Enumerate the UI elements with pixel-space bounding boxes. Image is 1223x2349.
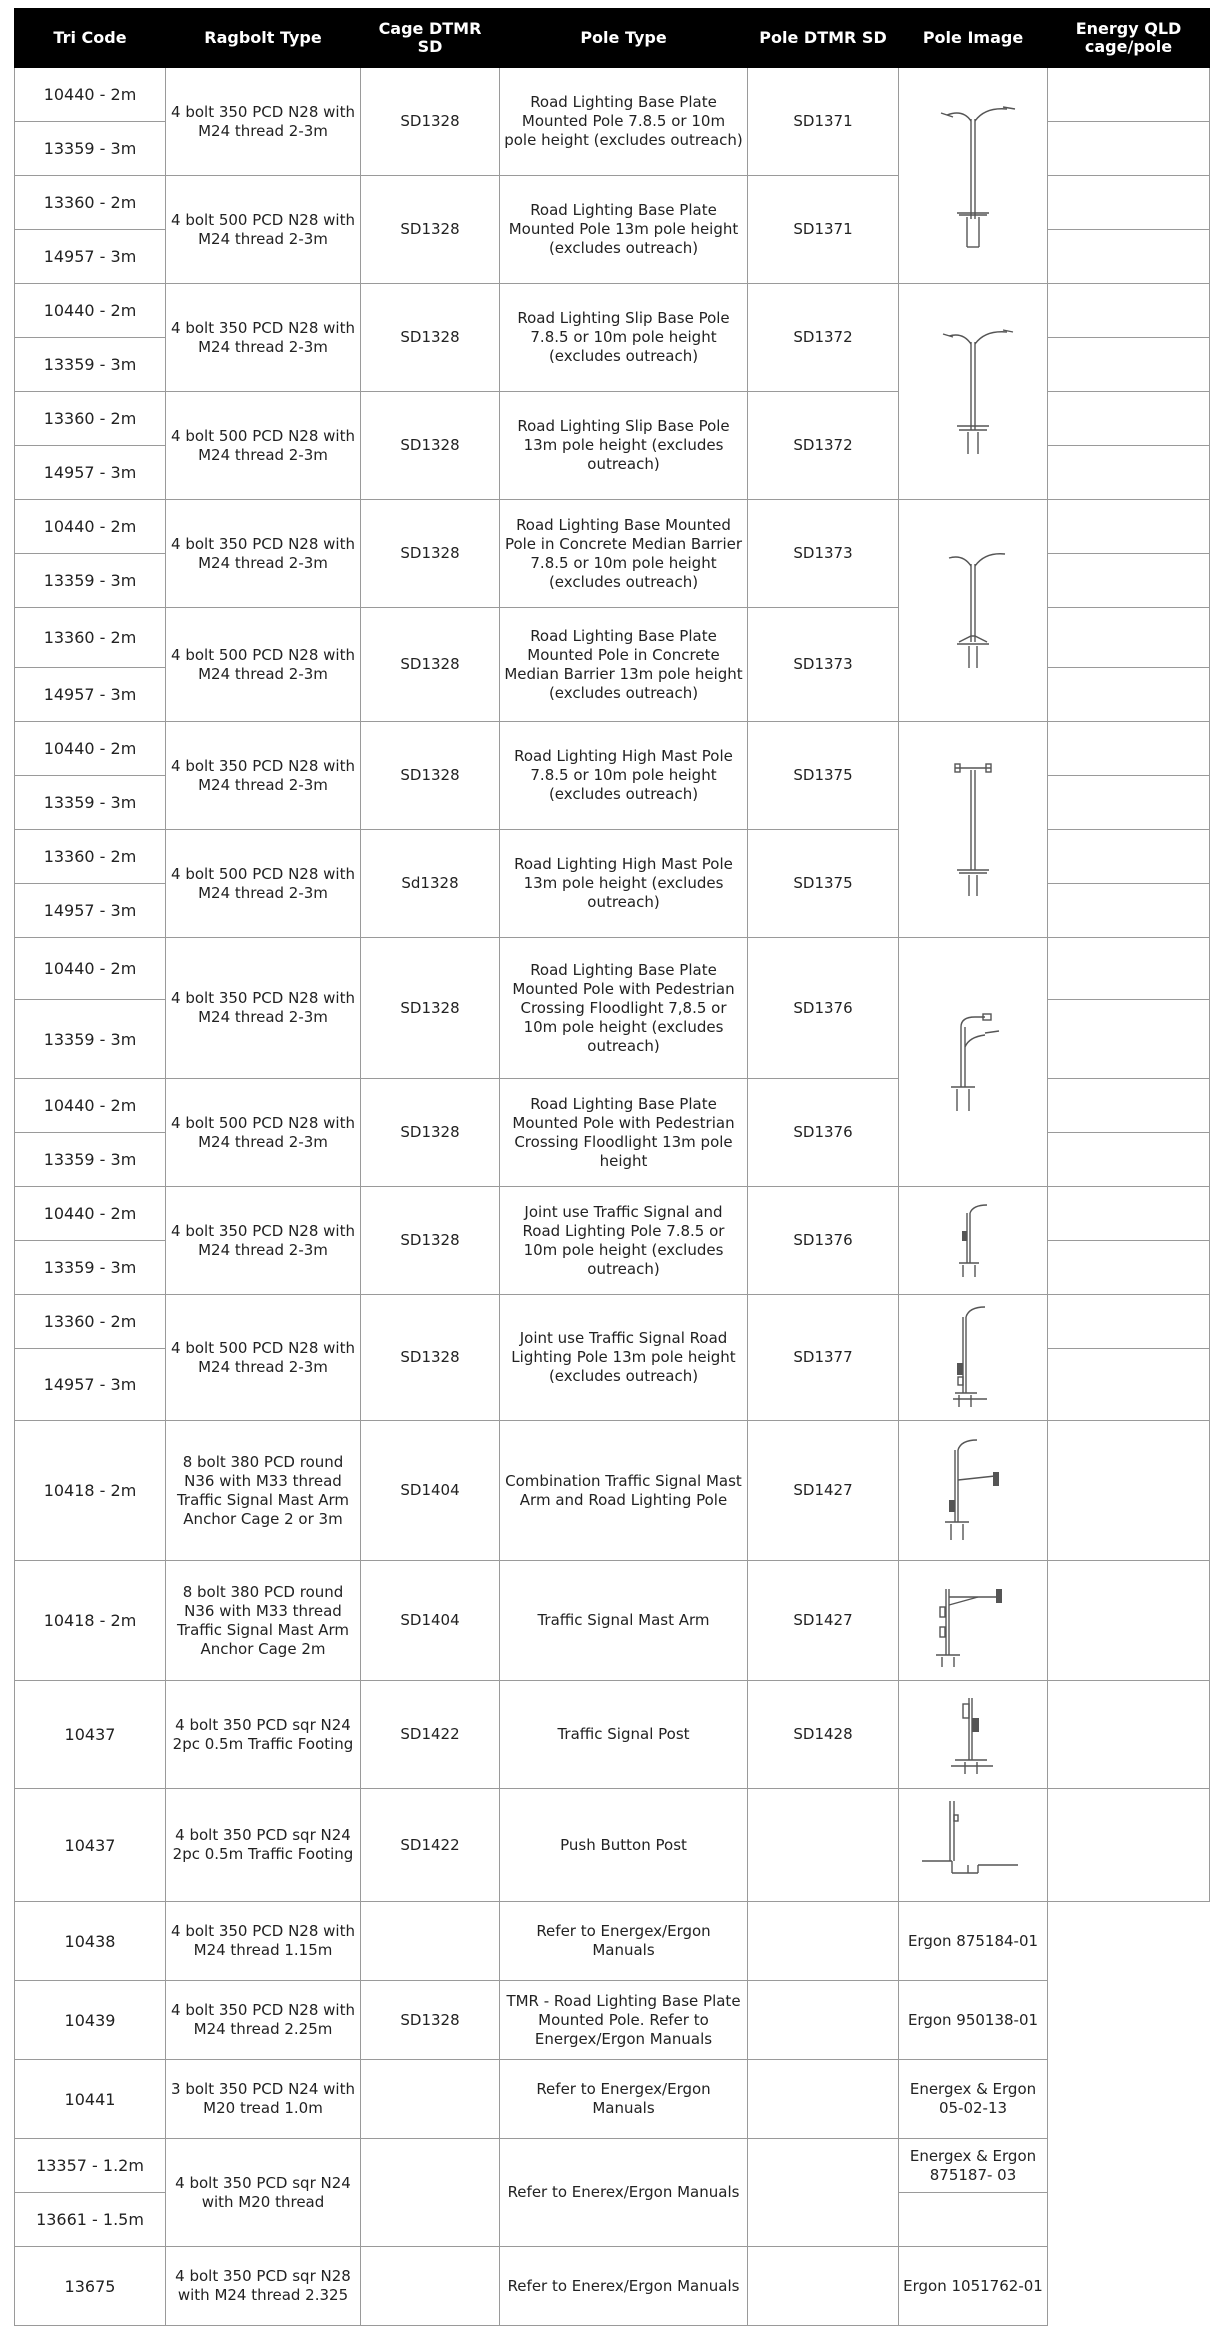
base-plate-lighting-pole-icon xyxy=(899,101,1047,251)
ragbolt-type-cell: 4 bolt 350 PCD N28 with M24 thread 2-3m xyxy=(166,68,361,176)
pole-sd-cell: SD1373 xyxy=(748,500,899,608)
tri-code-cell: 13360 - 2m xyxy=(15,830,166,884)
tri-code-cell: 14957 - 3m xyxy=(15,1349,166,1421)
push-button-post-icon xyxy=(899,1795,1047,1895)
pole-sd-cell xyxy=(748,2139,899,2247)
ragbolt-type-cell: 4 bolt 350 PCD sqr N24 2pc 0.5m Traffic Footing xyxy=(166,1681,361,1789)
table-row xyxy=(15,1561,1210,1681)
ragbolt-type-cell: 4 bolt 350 PCD sqr N28 with M24 thread 2.325 xyxy=(166,2247,361,2326)
tri-code-cell: 13360 - 2m xyxy=(15,608,166,668)
cage-sd-cell: SD1422 xyxy=(361,1681,500,1789)
tri-code-cell: 13357 - 1.2m xyxy=(15,2139,166,2193)
tri-code-cell: 10438 xyxy=(15,1902,166,1981)
tri-code-cell: 13359 - 3m xyxy=(15,338,166,392)
tri-code-cell: 10440 - 2m xyxy=(15,938,166,1000)
cage-sd-cell: SD1328 xyxy=(361,392,500,500)
pole-type-cell: Combination Traffic Signal Mast Arm and Road Lighting Pole xyxy=(500,1421,748,1561)
tri-code-cell: 13661 - 1.5m xyxy=(15,2193,166,2247)
tri-code-cell: 14957 - 3m xyxy=(15,668,166,722)
energy-qld-cell: Ergon 1051762-01 xyxy=(899,2247,1048,2326)
tri-code-cell: 13359 - 3m xyxy=(15,122,166,176)
pole-sd-cell xyxy=(748,1789,899,1902)
cage-sd-cell: SD1328 xyxy=(361,176,500,284)
cage-sd-cell: SD1404 xyxy=(361,1561,500,1681)
ragbolt-type-cell: 8 bolt 380 PCD round N36 with M33 thread Traffic Signal Mast Arm Anchor Cage 2m xyxy=(166,1561,361,1681)
pole-image-cell xyxy=(899,1421,1048,1561)
ragbolt-type-cell: 4 bolt 500 PCD N28 with M24 thread 2-3m xyxy=(166,608,361,722)
pole-type-cell: Road Lighting Slip Base Pole 7.8.5 or 10m pole height (excludes outreach) xyxy=(500,284,748,392)
energy-qld-cell xyxy=(1048,1079,1210,1133)
tri-code-cell: 10437 xyxy=(15,1681,166,1789)
ragbolt-type-cell: 4 bolt 350 PCD N28 with M24 thread 2-3m xyxy=(166,284,361,392)
energy-qld-cell xyxy=(1048,1295,1210,1349)
energy-qld-cell xyxy=(1048,722,1210,776)
pole-type-cell: Push Button Post xyxy=(500,1789,748,1902)
pole-sd-cell: SD1427 xyxy=(748,1421,899,1561)
energy-qld-cell xyxy=(1048,176,1210,230)
pole-image-cell xyxy=(899,722,1048,938)
header-pole-image: Pole Image xyxy=(899,9,1048,68)
table-row xyxy=(15,1789,1210,1902)
energy-qld-cell xyxy=(1048,392,1210,446)
traffic-signal-mast-arm-icon xyxy=(899,1571,1047,1671)
energy-qld-cell xyxy=(1048,122,1210,176)
tri-code-cell: 10440 - 2m xyxy=(15,1079,166,1133)
cage-sd-cell xyxy=(361,2247,500,2326)
tri-code-cell: 13360 - 2m xyxy=(15,392,166,446)
ragbolt-type-cell: 4 bolt 350 PCD sqr N24 2pc 0.5m Traffic Footing xyxy=(166,1789,361,1902)
pole-image-cell xyxy=(899,500,1048,722)
pole-sd-cell: SD1427 xyxy=(748,1561,899,1681)
cage-sd-cell: SD1328 xyxy=(361,1295,500,1421)
cage-sd-cell: SD1328 xyxy=(361,500,500,608)
table-row xyxy=(15,2139,1210,2193)
energy-qld-cell xyxy=(899,2193,1048,2247)
energy-qld-cell xyxy=(1048,830,1210,884)
energy-qld-cell xyxy=(1048,1133,1210,1187)
ragbolt-type-cell: 4 bolt 500 PCD N28 with M24 thread 2-3m xyxy=(166,392,361,500)
pole-type-cell: Traffic Signal Mast Arm xyxy=(500,1561,748,1681)
cage-sd-cell: SD1328 xyxy=(361,1079,500,1187)
pole-sd-cell: SD1371 xyxy=(748,176,899,284)
tri-code-cell: 13359 - 3m xyxy=(15,1241,166,1295)
table-row xyxy=(15,2247,1210,2326)
energy-qld-cell: Energex & Ergon 875187- 03 xyxy=(899,2139,1048,2193)
cage-sd-cell: SD1328 xyxy=(361,68,500,176)
pole-type-cell: Road Lighting Base Plate Mounted Pole with Pedestrian Crossing Floodlight 7,8.5 or 10m pole height (excludes outreach) xyxy=(500,938,748,1079)
pole-sd-cell xyxy=(748,1981,899,2060)
header-tri-code: Tri Code xyxy=(15,9,166,68)
ragbolt-type-cell: 4 bolt 350 PCD N28 with M24 thread 2.25m xyxy=(166,1981,361,2060)
cage-sd-cell: SD1328 xyxy=(361,1981,500,2060)
pole-sd-cell xyxy=(748,1902,899,1981)
pole-type-cell: Refer to Enerex/Ergon Manuals xyxy=(500,2247,748,2326)
pole-image-cell xyxy=(899,1789,1048,1902)
ragbolt-type-cell: 4 bolt 500 PCD N28 with M24 thread 2-3m xyxy=(166,1079,361,1187)
pole-type-cell: TMR - Road Lighting Base Plate Mounted Pole. Refer to Energex/Ergon Manuals xyxy=(500,1981,748,2060)
energy-qld-cell xyxy=(1048,1241,1210,1295)
ragbolt-type-cell: 3 bolt 350 PCD N24 with M20 tread 1.0m xyxy=(166,2060,361,2139)
traffic-signal-post-icon xyxy=(899,1690,1047,1780)
header-pole-type: Pole Type xyxy=(500,9,748,68)
ragbolt-type-cell: 8 bolt 380 PCD round N36 with M33 thread Traffic Signal Mast Arm Anchor Cage 2 or 3m xyxy=(166,1421,361,1561)
energy-qld-cell xyxy=(1048,230,1210,284)
table-row xyxy=(15,1681,1210,1789)
energy-qld-cell xyxy=(1048,938,1210,1000)
tri-code-cell: 10441 xyxy=(15,2060,166,2139)
pole-sd-cell: SD1375 xyxy=(748,830,899,938)
pole-image-cell xyxy=(899,284,1048,500)
tri-code-cell: 13359 - 3m xyxy=(15,776,166,830)
ragbolt-type-cell: 4 bolt 350 PCD sqr N24 with M20 thread xyxy=(166,2139,361,2247)
tri-code-cell: 10439 xyxy=(15,1981,166,2060)
pole-sd-cell: SD1376 xyxy=(748,1079,899,1187)
pole-type-cell: Road Lighting Base Mounted Pole in Concrete Median Barrier 7.8.5 or 10m pole height (excludes outreach) xyxy=(500,500,748,608)
energy-qld-cell: Energex & Ergon 05-02-13 xyxy=(899,2060,1048,2139)
table-row xyxy=(15,1981,1210,2060)
energy-qld-cell xyxy=(1048,1789,1210,1902)
energy-qld-cell xyxy=(1048,1000,1210,1079)
energy-qld-cell xyxy=(1048,68,1210,122)
joint-use-pole-icon xyxy=(899,1201,1047,1281)
pole-sd-cell: SD1375 xyxy=(748,722,899,830)
energy-qld-cell xyxy=(1048,1681,1210,1789)
pole-cage-table xyxy=(14,8,1210,2326)
pole-type-cell: Road Lighting Slip Base Pole 13m pole height (excludes outreach) xyxy=(500,392,748,500)
energy-qld-cell: Ergon 950138-01 xyxy=(899,1981,1048,2060)
table-row xyxy=(15,1421,1210,1561)
pole-type-cell: Joint use Traffic Signal and Road Lighting Pole 7.8.5 or 10m pole height (excludes outreach) xyxy=(500,1187,748,1295)
tri-code-cell: 10418 - 2m xyxy=(15,1561,166,1681)
pole-sd-cell: SD1371 xyxy=(748,68,899,176)
tri-code-cell: 14957 - 3m xyxy=(15,884,166,938)
pole-sd-cell: SD1372 xyxy=(748,392,899,500)
median-barrier-lighting-pole-icon xyxy=(899,546,1047,676)
energy-qld-cell xyxy=(1048,1187,1210,1241)
table-row xyxy=(15,1187,1210,1241)
pole-type-cell: Road Lighting Base Plate Mounted Pole 13m pole height (excludes outreach) xyxy=(500,176,748,284)
pole-type-cell: Refer to Energex/Ergon Manuals xyxy=(500,2060,748,2139)
pole-sd-cell xyxy=(748,2247,899,2326)
floodlight-pole-icon xyxy=(899,1007,1047,1117)
cage-sd-cell xyxy=(361,2139,500,2247)
pole-type-cell: Road Lighting High Mast Pole 13m pole height (excludes outreach) xyxy=(500,830,748,938)
ragbolt-type-cell: 4 bolt 500 PCD N28 with M24 thread 2-3m xyxy=(166,830,361,938)
header-energy-qld: Energy QLD cage/pole xyxy=(1048,9,1210,68)
energy-qld-cell xyxy=(1048,284,1210,338)
ragbolt-type-cell: 4 bolt 350 PCD N28 with M24 thread 1.15m xyxy=(166,1902,361,1981)
tri-code-cell: 10440 - 2m xyxy=(15,68,166,122)
tri-code-cell: 10437 xyxy=(15,1789,166,1902)
cage-sd-cell: SD1404 xyxy=(361,1421,500,1561)
cage-sd-cell: SD1328 xyxy=(361,722,500,830)
tri-code-cell: 10418 - 2m xyxy=(15,1421,166,1561)
energy-qld-cell xyxy=(1048,554,1210,608)
table-row xyxy=(15,722,1210,776)
combination-mast-arm-pole-icon xyxy=(899,1436,1047,1546)
pole-type-cell: Joint use Traffic Signal Road Lighting Pole 13m pole height (excludes outreach) xyxy=(500,1295,748,1421)
tri-code-cell: 10440 - 2m xyxy=(15,500,166,554)
table-row xyxy=(15,1902,1210,1981)
pole-type-cell: Traffic Signal Post xyxy=(500,1681,748,1789)
tri-code-cell: 14957 - 3m xyxy=(15,230,166,284)
ragbolt-type-cell: 4 bolt 350 PCD N28 with M24 thread 2-3m xyxy=(166,722,361,830)
joint-use-pole-13m-icon xyxy=(899,1303,1047,1413)
pole-type-cell: Refer to Energex/Ergon Manuals xyxy=(500,1902,748,1981)
cage-sd-cell: SD1328 xyxy=(361,284,500,392)
tri-code-cell: 10440 - 2m xyxy=(15,722,166,776)
table-row xyxy=(15,500,1210,554)
energy-qld-cell xyxy=(1048,776,1210,830)
pole-sd-cell: SD1428 xyxy=(748,1681,899,1789)
table-row xyxy=(15,2060,1210,2139)
energy-qld-cell: Ergon 875184-01 xyxy=(899,1902,1048,1981)
energy-qld-cell xyxy=(1048,338,1210,392)
cage-sd-cell: SD1328 xyxy=(361,608,500,722)
cage-sd-cell: SD1328 xyxy=(361,938,500,1079)
tri-code-cell: 10440 - 2m xyxy=(15,1187,166,1241)
energy-qld-cell xyxy=(1048,668,1210,722)
cage-sd-cell xyxy=(361,1902,500,1981)
tri-code-cell: 13360 - 2m xyxy=(15,176,166,230)
pole-type-cell: Road Lighting High Mast Pole 7.8.5 or 10m pole height (excludes outreach) xyxy=(500,722,748,830)
tri-code-cell: 13359 - 3m xyxy=(15,554,166,608)
pole-image-cell xyxy=(899,68,1048,284)
pole-image-cell xyxy=(899,1681,1048,1789)
table-row xyxy=(15,1295,1210,1349)
energy-qld-cell xyxy=(1048,1561,1210,1681)
pole-type-cell: Road Lighting Base Plate Mounted Pole in Concrete Median Barrier 13m pole height (excludes outreach) xyxy=(500,608,748,722)
energy-qld-cell xyxy=(1048,446,1210,500)
document-page xyxy=(14,8,1209,2326)
pole-sd-cell: SD1373 xyxy=(748,608,899,722)
pole-image-cell xyxy=(899,1295,1048,1421)
high-mast-pole-icon xyxy=(899,760,1047,900)
pole-image-cell xyxy=(899,1561,1048,1681)
ragbolt-type-cell: 4 bolt 350 PCD N28 with M24 thread 2-3m xyxy=(166,938,361,1079)
pole-sd-cell: SD1376 xyxy=(748,938,899,1079)
energy-qld-cell xyxy=(1048,608,1210,668)
pole-type-cell: Refer to Enerex/Ergon Manuals xyxy=(500,2139,748,2247)
ragbolt-type-cell: 4 bolt 500 PCD N28 with M24 thread 2-3m xyxy=(166,176,361,284)
cage-sd-cell: SD1422 xyxy=(361,1789,500,1902)
pole-type-cell: Road Lighting Base Plate Mounted Pole with Pedestrian Crossing Floodlight 13m pole height xyxy=(500,1079,748,1187)
table-row xyxy=(15,938,1210,1000)
header-cage-sd: Cage DTMR SD xyxy=(361,9,500,68)
cage-sd-cell xyxy=(361,2060,500,2139)
pole-image-cell xyxy=(899,938,1048,1187)
pole-sd-cell: SD1376 xyxy=(748,1187,899,1295)
tri-code-cell: 13360 - 2m xyxy=(15,1295,166,1349)
energy-qld-cell xyxy=(1048,500,1210,554)
cage-sd-cell: SD1328 xyxy=(361,1187,500,1295)
table-row xyxy=(15,284,1210,338)
pole-sd-cell: SD1372 xyxy=(748,284,899,392)
tri-code-cell: 14957 - 3m xyxy=(15,446,166,500)
tri-code-cell: 13359 - 3m xyxy=(15,1133,166,1187)
slip-base-lighting-pole-icon xyxy=(899,322,1047,462)
cage-sd-cell: Sd1328 xyxy=(361,830,500,938)
ragbolt-type-cell: 4 bolt 350 PCD N28 with M24 thread 2-3m xyxy=(166,1187,361,1295)
tri-code-cell: 13675 xyxy=(15,2247,166,2326)
tri-code-cell: 10440 - 2m xyxy=(15,284,166,338)
table-row xyxy=(15,68,1210,122)
pole-sd-cell xyxy=(748,2060,899,2139)
tri-code-cell: 13359 - 3m xyxy=(15,1000,166,1079)
pole-image-cell xyxy=(899,1187,1048,1295)
header-pole-sd: Pole DTMR SD xyxy=(748,9,899,68)
energy-qld-cell xyxy=(1048,1349,1210,1421)
ragbolt-type-cell: 4 bolt 500 PCD N28 with M24 thread 2-3m xyxy=(166,1295,361,1421)
ragbolt-type-cell: 4 bolt 350 PCD N28 with M24 thread 2-3m xyxy=(166,500,361,608)
header-ragbolt-type: Ragbolt Type xyxy=(166,9,361,68)
energy-qld-cell xyxy=(1048,1421,1210,1561)
table-header-row xyxy=(15,9,1210,68)
pole-type-cell: Road Lighting Base Plate Mounted Pole 7.8.5 or 10m pole height (excludes outreach) xyxy=(500,68,748,176)
pole-sd-cell: SD1377 xyxy=(748,1295,899,1421)
energy-qld-cell xyxy=(1048,884,1210,938)
